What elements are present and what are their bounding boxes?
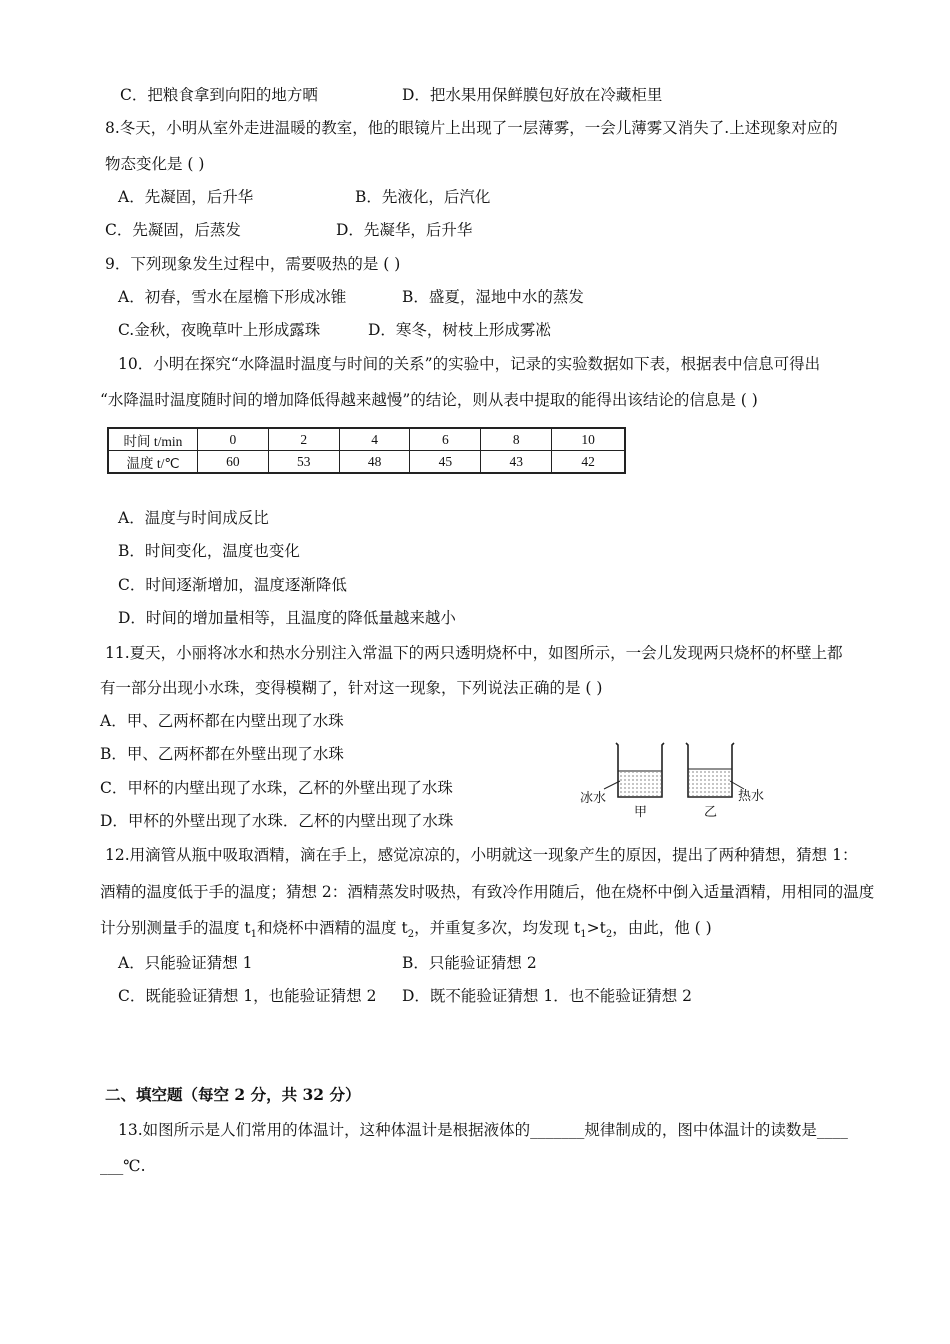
beaker-jia: [616, 743, 664, 797]
q12-text: ，由此，他 ( ): [612, 919, 712, 937]
label-yi: 乙: [704, 805, 718, 820]
beakers-figure: [580, 735, 780, 825]
table-cell: 43: [481, 451, 552, 474]
table-cell: 42: [552, 451, 625, 474]
q11-stem-line1: 11.夏天，小丽将冰水和热水分别注入常温下的两只透明烧杯中，如图所示，一会儿发现两只烧杯的杯壁上都: [105, 644, 843, 662]
table-cell: 2: [268, 428, 339, 451]
beakers-illustration: [580, 735, 780, 825]
q12-text: ，并重复多次，均发现 t: [414, 919, 581, 937]
q12-stem-line1: 12.用滴管从瓶中吸取酒精，滴在手上，感觉凉凉的，小明就这一现象产生的原因，提出了两种猜想，猜想 1：: [105, 846, 858, 864]
subscript: 1: [580, 929, 587, 941]
table-cell: 4: [339, 428, 410, 451]
q11-option-b: B．甲、乙两杯都在外壁出现了水珠: [100, 745, 344, 763]
table-cell: 6: [410, 428, 481, 451]
table-row-time: [108, 428, 625, 451]
table-cell: 48: [339, 451, 410, 474]
table-cell: 8: [481, 428, 552, 451]
q10-stem-line1: 10．小明在探究“水降温时温度与时间的关系”的实验中，记录的实验数据如下表，根据表中信息可得出: [118, 355, 821, 373]
q11-option-d: D．甲杯的外壁出现了水珠．乙杯的内壁出现了水珠: [100, 812, 454, 830]
table-cell: 10: [552, 428, 625, 451]
q12-option-b: B．只能验证猜想 2: [402, 954, 537, 972]
subscript: 2: [407, 929, 415, 941]
q12-stem-line2: 酒精的温度低于手的温度；猜想 2：酒精蒸发时吸热，有致冷作用随后，他在烧杯中倒入适量酒精，用相同的温度: [100, 883, 875, 901]
q7-option-d: D．把水果用保鲜膜包好放在冷藏柜里: [402, 86, 663, 104]
subscript: 2: [605, 929, 613, 941]
q12-text: >t: [586, 919, 606, 937]
label-jia: 甲: [634, 805, 648, 820]
q13-stem-line2: ___℃.: [100, 1157, 146, 1175]
table-cell: 60: [198, 451, 269, 474]
q8-option-a: A．先凝固，后升华: [118, 188, 254, 206]
label-hot-water: 热水: [738, 789, 765, 804]
table-cell: 0: [198, 428, 269, 451]
table-cell: 53: [268, 451, 339, 474]
q10-option-d: D．时间的增加量相等，且温度的降低量越来越小: [118, 609, 456, 627]
q10-option-a: A．温度与时间成反比: [118, 509, 269, 527]
q12-option-c: C．既能验证猜想 1，也能验证猜想 2: [118, 987, 377, 1005]
q12-option-a: A．只能验证猜想 1: [118, 954, 253, 972]
q11-option-a: A．甲、乙两杯都在内壁出现了水珠: [100, 712, 344, 730]
q12-stem-line3: [100, 918, 712, 945]
q10-option-c: C．时间逐渐增加，温度逐渐降低: [118, 576, 347, 594]
table-row-temperature: [108, 451, 625, 474]
q12-text: 计分别测量手的温度 t: [100, 919, 251, 937]
q10-option-b: B．时间变化，温度也变化: [118, 542, 300, 560]
table-cell-label: 时间 t/min: [108, 428, 198, 451]
q8-option-c: C．先凝固，后蒸发: [105, 221, 241, 239]
q11-option-c: C．甲杯的内壁出现了水珠，乙杯的外壁出现了水珠: [100, 779, 453, 797]
q11-stem-line2: 有一部分出现小水珠，变得模糊了，针对这一现象，下列说法正确的是 ( ): [100, 679, 603, 697]
q9-option-b: B．盛夏，湿地中水的蒸发: [402, 288, 584, 306]
q8-stem-line1: 8.冬天，小明从室外走进温暖的教室，他的眼镜片上出现了一层薄雾，一会儿薄雾又消失了.上述现象对应的: [105, 119, 838, 137]
q9-option-d: D．寒冬，树枝上形成雾凇: [368, 321, 551, 339]
section-title: 二、填空题（每空 2 分，共 32 分）: [105, 1085, 361, 1104]
q7-option-c: C．把粮食拿到向阳的地方晒: [120, 86, 318, 104]
q8-option-b: B．先液化，后汽化: [355, 188, 491, 206]
q8-stem-line2: 物态变化是 ( ): [105, 155, 205, 173]
q10-stem-line2: “水降温时温度随时间的增加降低得越来越慢”的结论，则从表中提取的能得出该结论的信息是 ( ): [100, 391, 758, 409]
q9-option-a: A．初春，雪水在屋檐下形成冰锥: [118, 288, 347, 306]
beaker-yi: [686, 743, 734, 797]
q9-option-c: C.金秋，夜晚草叶上形成露珠: [118, 321, 321, 339]
table-cell: 45: [410, 451, 481, 474]
q13-stem-line1: 13.如图所示是人们常用的体温计，这种体温计是根据液体的_______规律制成的，图中体温计的读数是____: [118, 1121, 848, 1139]
subscript: 1: [250, 929, 258, 941]
table-cell-label: 温度 t/℃: [108, 451, 198, 474]
q12-option-d: D．既不能验证猜想 1．也不能验证猜想 2: [402, 987, 693, 1005]
q9-stem: 9．下列现象发生过程中，需要吸热的是 ( ): [105, 255, 401, 273]
q10-data-table: [107, 427, 626, 474]
q8-option-d: D．先凝华，后升华: [336, 221, 473, 239]
label-ice-water: 冰水: [580, 791, 607, 806]
q12-text: 和烧杯中酒精的温度 t: [257, 919, 408, 937]
